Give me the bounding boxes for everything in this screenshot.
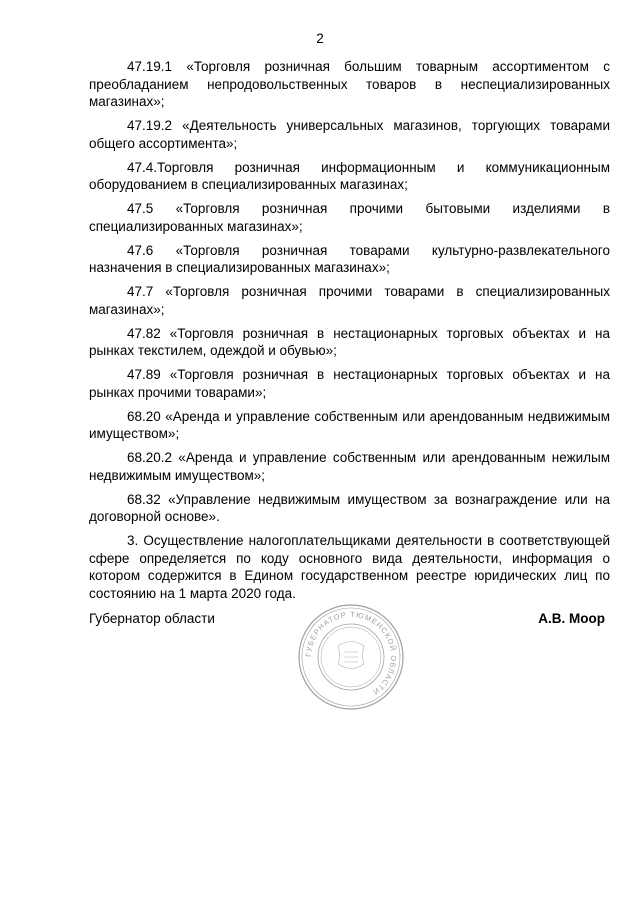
signatory-name: А.В. Моор bbox=[538, 611, 605, 626]
paragraph-47-5: 47.5 «Торговля розничная прочими бытовыми изделиями в специализированных магазинах»; bbox=[89, 201, 610, 234]
paragraph-47-82: 47.82 «Торговля розничная в нестационарных торговых объектах и на рынках текстилем, одеждой и обувью»; bbox=[89, 325, 610, 358]
paragraph-68-32: 68.32 «Управление недвижимым имуществом за вознаграждение или на договорной основе». bbox=[89, 491, 610, 524]
svg-text:ГУБЕРНАТОР ТЮМЕНСКОЙ ОБЛАСТИ: ГУБЕРНАТОР ТЮМЕНСКОЙ ОБЛАСТИ bbox=[303, 609, 399, 697]
paragraph-47-19-2: 47.19.2 «Деятельность универсальных магазинов, торгующих товарами общего ассортимента»; bbox=[89, 118, 610, 151]
paragraph-47-7: 47.7 «Торговля розничная прочими товарами в специализированных магазинах»; bbox=[89, 284, 610, 317]
paragraph-47-6: 47.6 «Торговля розничная товарами культурно-развлекательного назначения в специализированных магазинах»; bbox=[89, 242, 610, 275]
paragraph-47-89: 47.89 «Торговля розничная в нестационарных торговых объектах и на рынках прочими товарами»; bbox=[89, 367, 610, 400]
official-seal-icon bbox=[288, 602, 414, 712]
paragraph-68-20-2: 68.20.2 «Аренда и управление собственным или арендованным нежилым недвижимым имуществом»; bbox=[89, 450, 610, 483]
page-number: 2 bbox=[316, 31, 324, 46]
paragraph-47-19-1: 47.19.1 «Торговля розничная большим товарным ассортиментом с преобладанием непродовольственных товаров в неспециализированных магазинах»; bbox=[89, 59, 610, 109]
document-body bbox=[89, 58, 610, 609]
signatory-title: Губернатор области bbox=[89, 611, 215, 626]
paragraph-47-4: 47.4.Торговля розничная информационным и коммуникационным оборудованием в специализированных магазинах; bbox=[89, 159, 610, 192]
paragraph-item-3: 3. Осуществление налогоплательщиками деятельности в соответствующей сфере определяется по коду основного вида деятельности, информация о котором содержится в Едином государственном реестре юридических лиц по состоянию на 1 марта 2020 года. bbox=[89, 533, 610, 601]
paragraph-68-20: 68.20 «Аренда и управление собственным или арендованным недвижимым имуществом»; bbox=[89, 408, 610, 441]
